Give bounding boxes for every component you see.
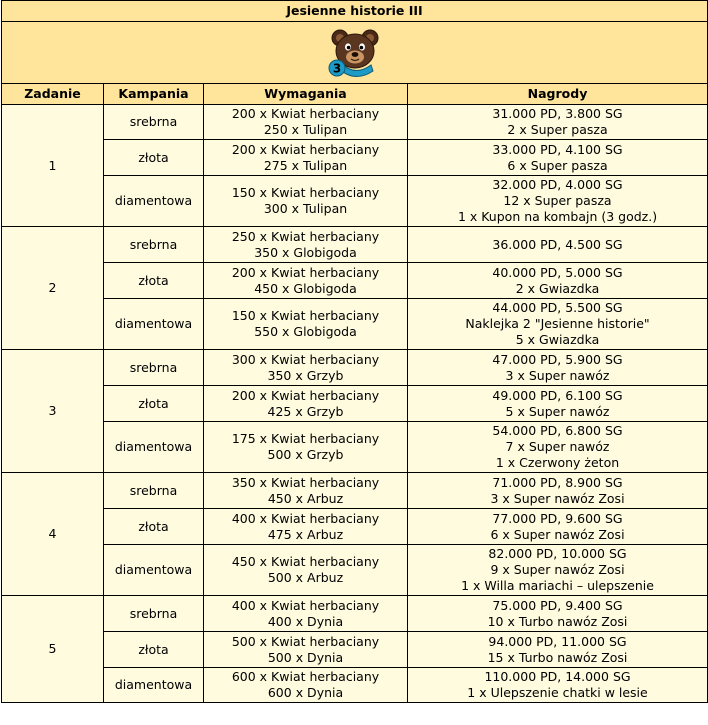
rewards-cell: 47.000 PD, 5.900 SG 3 x Super nawóz [408,350,708,386]
task-number: 3 [2,350,104,473]
campaign-cell: srebrna [104,350,204,386]
requirements-cell: 500 x Kwiat herbaciany 500 x Dynia [204,632,408,668]
table-row [2,545,708,596]
requirements-cell: 200 x Kwiat herbaciany 275 x Tulipan [204,140,408,176]
rewards-cell: 94.000 PD, 11.000 SG 15 x Turbo nawóz Zosi [408,632,708,668]
task-number: 1 [2,105,104,227]
quest-table [1,0,708,703]
requirements-cell: 300 x Kwiat herbaciany 350 x Grzyb [204,350,408,386]
requirements-cell: 400 x Kwiat herbaciany 400 x Dynia [204,596,408,632]
table-title: Jesienne historie III [2,1,708,22]
campaign-cell: diamentowa [104,176,204,227]
campaign-cell: srebrna [104,227,204,263]
table-row [2,176,708,227]
campaign-cell: diamentowa [104,299,204,350]
campaign-cell: złota [104,509,204,545]
rewards-cell: 36.000 PD, 4.500 SG [408,227,708,263]
table-row [2,422,708,473]
requirements-cell: 200 x Kwiat herbaciany 450 x Globigoda [204,263,408,299]
table-row [2,473,708,509]
event-icon-cell [2,22,708,84]
requirements-cell: 175 x Kwiat herbaciany 500 x Grzyb [204,422,408,473]
header-campaign: Kampania [104,84,204,105]
bear-badge-number: 3 [332,61,341,75]
table-row [2,140,708,176]
rewards-cell: 31.000 PD, 3.800 SG 2 x Super pasza [408,105,708,140]
table-row [2,350,708,386]
table-row [2,668,708,703]
campaign-cell: srebrna [104,473,204,509]
campaign-cell: złota [104,632,204,668]
table-row [2,227,708,263]
task-number: 5 [2,596,104,703]
requirements-cell: 600 x Kwiat herbaciany 600 x Dynia [204,668,408,703]
rewards-cell: 40.000 PD, 5.000 SG 2 x Gwiazdka [408,263,708,299]
campaign-cell: diamentowa [104,545,204,596]
rewards-cell: 82.000 PD, 10.000 SG 9 x Super nawóz Zosi 1 x Willa mariachi – ulepszenie [408,545,708,596]
campaign-cell: złota [104,140,204,176]
task-number: 2 [2,227,104,350]
header-rewards: Nagrody [408,84,708,105]
rewards-cell: 44.000 PD, 5.500 SG Naklejka 2 "Jesienne historie" 5 x Gwiazdka [408,299,708,350]
table-row [2,632,708,668]
rewards-cell: 71.000 PD, 8.900 SG 3 x Super nawóz Zosi [408,473,708,509]
table-row [2,263,708,299]
rewards-cell: 110.000 PD, 14.000 SG 1 x Ulepszenie chatki w lesie [408,668,708,703]
requirements-cell: 200 x Kwiat herbaciany 425 x Grzyb [204,386,408,422]
campaign-cell: srebrna [104,105,204,140]
table-row [2,509,708,545]
table-row [2,105,708,140]
requirements-cell: 350 x Kwiat herbaciany 450 x Arbuz [204,473,408,509]
requirements-cell: 400 x Kwiat herbaciany 475 x Arbuz [204,509,408,545]
rewards-cell: 32.000 PD, 4.000 SG 12 x Super pasza 1 x Kupon na kombajn (3 godz.) [408,176,708,227]
requirements-cell: 150 x Kwiat herbaciany 300 x Tulipan [204,176,408,227]
table-row [2,299,708,350]
requirements-cell: 250 x Kwiat herbaciany 350 x Globigoda [204,227,408,263]
rewards-cell: 75.000 PD, 9.400 SG 10 x Turbo nawóz Zosi [408,596,708,632]
requirements-cell: 200 x Kwiat herbaciany 250 x Tulipan [204,105,408,140]
rewards-cell: 77.000 PD, 9.600 SG 6 x Super nawóz Zosi [408,509,708,545]
rewards-cell: 33.000 PD, 4.100 SG 6 x Super pasza [408,140,708,176]
campaign-cell: srebrna [104,596,204,632]
task-number: 4 [2,473,104,596]
quest-table-body [2,105,708,703]
header-task: Zadanie [2,84,104,105]
campaign-cell: złota [104,263,204,299]
table-row [2,386,708,422]
rewards-cell: 49.000 PD, 6.100 SG 5 x Super nawóz [408,386,708,422]
campaign-cell: diamentowa [104,668,204,703]
bear-icon [325,25,385,81]
requirements-cell: 450 x Kwiat herbaciany 500 x Arbuz [204,545,408,596]
header-requirements: Wymagania [204,84,408,105]
campaign-cell: diamentowa [104,422,204,473]
requirements-cell: 150 x Kwiat herbaciany 550 x Globigoda [204,299,408,350]
campaign-cell: złota [104,386,204,422]
rewards-cell: 54.000 PD, 6.800 SG 7 x Super nawóz 1 x Czerwony żeton [408,422,708,473]
table-row [2,596,708,632]
